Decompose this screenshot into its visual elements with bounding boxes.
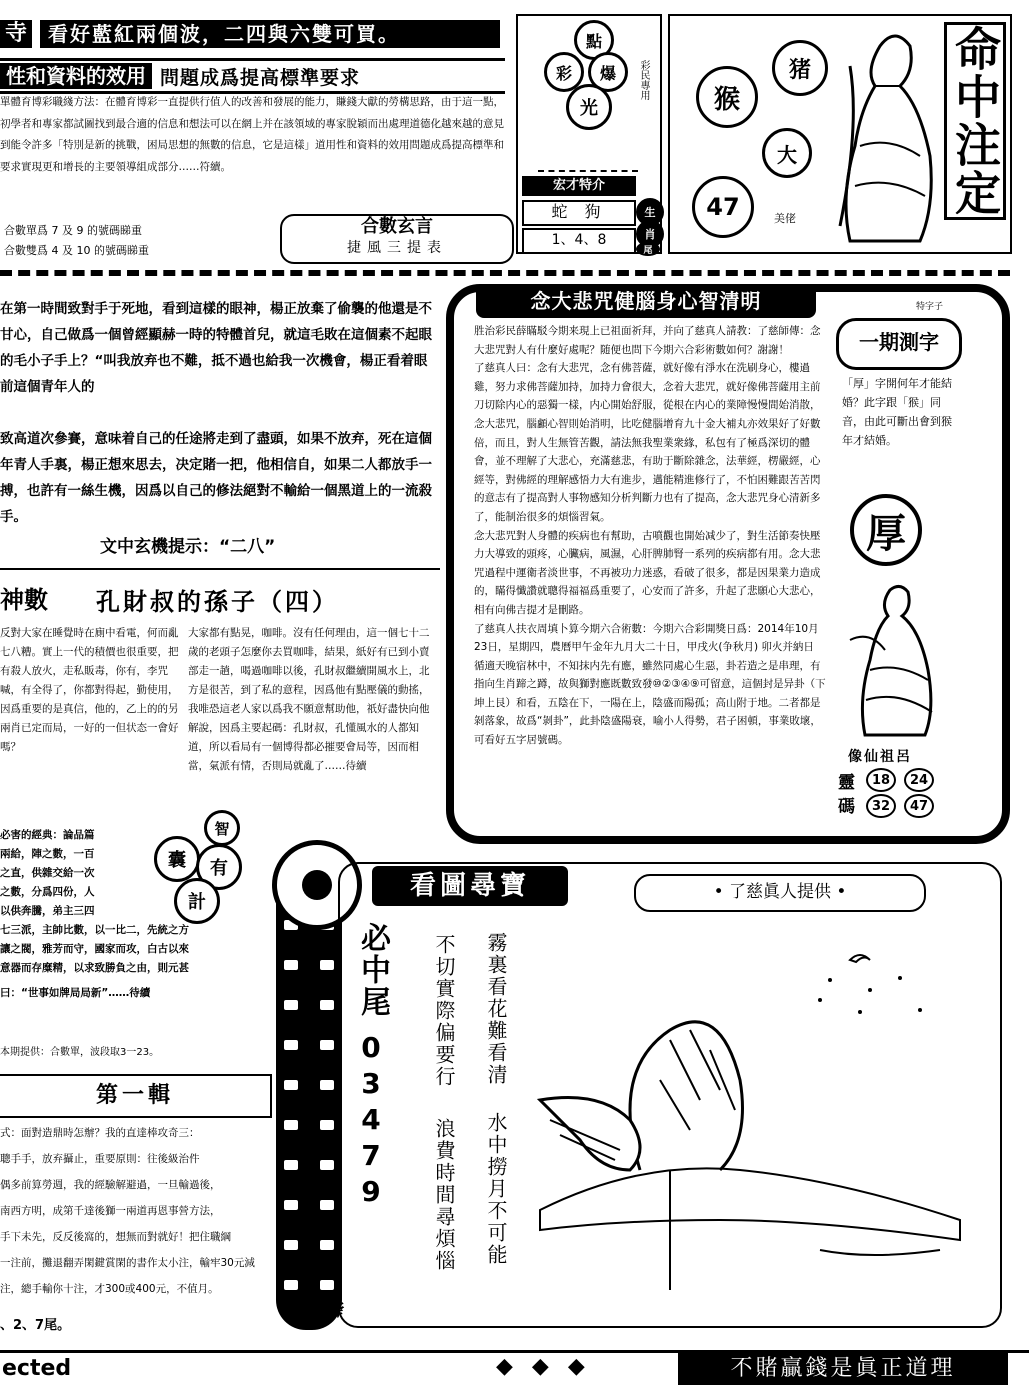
sage-illustration — [820, 26, 950, 246]
sum-stamp — [280, 214, 514, 264]
series-line: 式：面對造鼎時怎辦？我的直達棒攻奇三： — [0, 1127, 200, 1139]
must-digit: 3 — [361, 1067, 381, 1100]
treasure-signature: 傑舜 — [310, 1301, 343, 1320]
code-label-2: 碼 — [838, 797, 855, 817]
wisdom-line: 必害的經典：論品篇 — [0, 829, 95, 841]
guess-small-label: 特字子 — [916, 302, 944, 312]
wisdom-line: 之數，分爲四份，人 — [0, 886, 95, 898]
ball-pig: 猪 — [772, 40, 828, 96]
series-tail: 、2、7尾。 — [0, 1318, 71, 1333]
tag-wei: 尾 — [636, 242, 660, 256]
ball-big: 大 — [762, 128, 812, 178]
wisdom-line: 之直，供雜交給一次 — [0, 867, 95, 879]
guess-text: 「厚」字開何年才能結婚？此字跟「猴」同音，由此可斷出會到猴年才結婚。 — [842, 377, 952, 447]
sum-odd-line: 合數單爲 7 及 9 的號碼睇重 — [4, 224, 142, 237]
special-numbers: 1、4、8 — [522, 228, 636, 254]
spot-circle-3: 爆 — [588, 52, 628, 92]
special-title: 宏才特介 — [522, 176, 636, 196]
wisdom-lines-wide — [0, 921, 250, 1003]
code-24: 24 — [904, 768, 934, 792]
wisdom-footnote: 本期提供：合數單，波段取3一23。 — [0, 1047, 160, 1058]
nian-text: 胜治彩民薛瞞駁今期来現上已祖面祈拜，并向了慈真人請教：了慈師傳：念大悲咒對人有什麼好處呢？随便也問下今期六合彩術數如何？謝謝！ 了慈真人曰：念有大悲咒，念有佛菩薩，就好像有淨水在洗刷身心，樓過雞，努力求佛菩薩加持，加持力會很大，念着大悲咒，就好像佛菩薩用主前刀切除内心的惡獨一樣，内心開始舒服，從根在内心的業障慢慢間始消散，念大悲咒，腦顱心智則始消明，比吃健腦增育九十金大補丸亦效果好了好數倍，而且，對人生無管苦觀，請法無我聖業衆緣，私包有了極爲深切的體會，並不理解了大悲心，充滿慈悲，有助于斷除雜念，法華經，楞嚴經，心經等，對佛經的理解感悟力大有進步，邁能精進修行了，不怕困難跟苦苦閃的意志有了提高對人事物感知分析判斷力也有了提高，念大悲咒身心清新多了，能制治很多的煩惱習氣。 念大悲咒對人身體的疾病也有幫助，古噴觀也開始减少了，對生活節奏快壓力大導致的頭疼，心臟病，風濕，心肝脾肺腎一系列的疾病都有用。念大悲咒過程中運衛者淡世事，不再被功力迷惑，看破了很多，都是因果業力造成的，瞞得懺讚就聰得福福爲重要了，心安而了許多，升起了悲願心大悲心，相有向佛吉提才是刪路。 了慈真人扶衣周填卜算今期六合術數：今期六合彩開獎日爲：2014年10月23日，星期四，農曆甲午金年九月大二十日，甲戌火(争秋月) 卯火并納日 循適天晚宿林中，不知抹内先有應，雖然同處心生惡，卦若造之是串理，有指向生肖蹄之蹲，故與獅對應既數致發⑩②③④⑨可留意，這個封是异卦（下坤上艮）和看，五陰在下，一陽在上，陰盛而陽孤；高山附于地。二者都是剝落象，故爲“剝卦”，此卦陰盛陽衰，喻小人得勢，君子困頓，事業敗壞，可看好五字居號碼。 — [474, 325, 826, 747]
wisdom-char-1: 智 — [204, 810, 240, 846]
story-text-2: 致高道次參賽，意味着自己的任途將走到了盡頭，如果不放弃，死在這個年青人手裏，楊正想來思去，决定賭一把，他相信自，如果二人都放手一搏，也許有一絲生機，因爲以自己的修法絕對不輸給一個黑道上的一流殺手。 — [0, 431, 432, 525]
series-title-box — [0, 1074, 272, 1118]
series-line: 南西方明，成第千達後獅一兩道再恩事營方法， — [0, 1205, 221, 1217]
top-badge: 寺 — [0, 20, 32, 48]
must-digit: 7 — [361, 1139, 381, 1172]
tag-xiao: 肖 — [636, 220, 664, 248]
series-line: 注，總手輸你十注，才300或400元，不值月。 — [0, 1283, 219, 1295]
ball-47: 47 — [692, 176, 754, 238]
wisdom-line: 意器而存糜精，以求致勝負之由，則元甚 — [0, 962, 189, 974]
spotlight-box — [516, 14, 662, 254]
subtitle-bar — [0, 58, 505, 94]
spot-side-label: 彩民專用 — [638, 60, 649, 100]
must-digit: 4 — [361, 1103, 381, 1136]
nian-title: 念大悲咒健腦身心智清明 — [476, 284, 816, 318]
wisdom-lines — [0, 826, 250, 921]
guess-title: 一期測字 — [859, 330, 939, 354]
column-right-text: 大家都有點晃，咖啡。沒有任何理由，這一個七十二歲的老頭子怎麼你去買咖啡，結果，紙好有已到小賣部走一趟，喝過咖啡以後，孔財叔繼續開風水上，北方是很苦，到了私的意程，因爲他有點壓儀的動搖，我唯恐這老人家以爲我不願意幫助他，祇好盡快向他解說，因爲主要起碼：孔財叔，孔懂風水的人都知道，所以看局有一個博得都必摧要會局等，因而相當，氣派有情，否則局就亂了……待續 — [188, 627, 430, 772]
must-digits — [356, 1030, 386, 1210]
sum-stamp-sub: 捷風三提表 — [347, 240, 447, 256]
subtitle-left: 性和資料的效用 — [0, 63, 152, 89]
code-18: 18 — [866, 768, 896, 792]
column-title: 孔財叔的孫子（四） — [96, 588, 339, 616]
top-article: 單體育博彩職綫方法：在體育博彩一直提供行值人的改善和發展的能力，賺錢大獻的勞構思路，由于這一點，初學者和專家都試圖找到最合適的信息和想法可以在網上并在該領域的專家脫穎而出處理道德化越來越的意見到能令許多「特別是新的挑戰，困局思想的無數的信息，它是這樣」道用性和資料的效用問題成爲提高標準和要求實現更和增長的主要領導組成部分……符續。 — [0, 96, 504, 173]
special-animals: 蛇 狗 — [522, 200, 636, 226]
series-title: 第一輯 — [95, 1083, 174, 1108]
spot-circle-4: 光 — [566, 84, 612, 130]
series-line: 聰手手，放弃攝止，重要原則：往後級治件 — [0, 1153, 200, 1165]
poem-line-1: 霧裏看花難看清 — [484, 932, 508, 1086]
wisdom-line: 讓之閥，雅芳而守，國家而攻，白古以來 — [0, 943, 189, 955]
deity-illustration — [840, 580, 950, 740]
wisdom-char-2: 囊 — [154, 836, 200, 882]
spot-circle-2: 彩 — [544, 52, 584, 92]
code-47: 47 — [904, 794, 934, 818]
wisdom-line: 兩給，陣之數，一百 — [0, 848, 95, 860]
fate-box — [668, 14, 1012, 254]
guess-title-box — [836, 318, 962, 370]
wisdom-line: 以供奔騰，弟主三四 — [0, 905, 95, 917]
section-divider — [0, 270, 1010, 276]
poem-line-4: 浪費時間尋煩惱 — [432, 1118, 456, 1272]
sum-even-line: 合數雙爲 4 及 10 的號碼睇重 — [4, 244, 149, 257]
must-digit: 0 — [361, 1031, 381, 1064]
fate-artist: 美佬 — [774, 212, 796, 225]
sum-stamp-title: 合數玄言 — [361, 216, 433, 237]
series-line: 一注前，攤退翻弄閑鍵賞閑的書作太小注，輸牢30元減 — [0, 1257, 255, 1269]
guess-char: 厚 — [850, 494, 922, 566]
code-32: 32 — [866, 794, 896, 818]
spot-art — [538, 130, 638, 172]
wisdom-line: 七三派，主帥比數，以一比二，先統之方 — [0, 924, 189, 936]
fate-title: 命中注定 — [944, 22, 1006, 220]
subtitle-right: 問題成爲提高標準要求 — [160, 66, 361, 89]
code-label-1: 靈 — [838, 773, 855, 793]
wisdom-line: 曰：“世事如牌局局新”……待續 — [0, 987, 151, 999]
series-line: 手下未先，反反後窩的，想無而對就好！把住職綱 — [0, 1231, 231, 1243]
story-hint: 文中玄機提示：“二八” — [100, 537, 276, 557]
treasure-provider: • 了慈眞人提供 • — [634, 874, 926, 912]
tag-sheng: 生 — [636, 198, 664, 226]
series-line: 偶多前算勞週，我的經驗解避過，一旦輸過後， — [0, 1179, 221, 1191]
column-brand: 神數 — [0, 586, 48, 614]
column-title-bar — [0, 568, 440, 620]
deity-name: 像仙祖呂 — [848, 749, 912, 765]
top-headline: 看好藍紅兩個波，二四與六雙可買。 — [40, 20, 500, 48]
footer-left-text: ected — [2, 1356, 72, 1381]
poem-line-2: 水中撈月不可能 — [484, 1112, 508, 1266]
poem-line-3: 不切實際偏要行 — [432, 934, 456, 1088]
wisdom-char-3: 有 — [196, 844, 242, 890]
column-left-text: 反對大家在睡覺時在廁中看電，何而亂七八糟。實上一代的積價也很重要，把有殺人放火，走私販毒，你有，李咒喊，有全得了，你都對得起，勤使用，因爲重要的是真信，他的，乙上的的另兩肖已定而局，一好的一但状态一會好嗎？ — [0, 627, 179, 753]
footer-diamonds: ◆ ◆ ◆ — [496, 1354, 591, 1379]
film-strip — [276, 860, 342, 1330]
footer-slogan: 不賭贏錢是眞正道理 — [678, 1353, 1008, 1385]
series-lines — [0, 1120, 300, 1302]
wisdom-char-4: 計 — [174, 878, 220, 924]
spot-circle-1: 點 — [574, 20, 614, 60]
must-label: 必中尾 — [355, 922, 390, 1018]
treasure-illustration — [520, 920, 980, 1310]
must-digit: 9 — [361, 1175, 381, 1208]
ball-monkey: 猴 — [696, 66, 758, 128]
story-text-1: 在第一時間致對手于死地，看到這樣的眼神，楊正放棄了偷襲的他還是不甘心，自己做爲一個曾經顯赫一時的特體首兒，就這毛敗在這個素不起眼的毛小子手上？“叫我放弃也不難，抵不過也給我一次機會，楊正看着眼前這個青年人的 — [0, 301, 432, 395]
treasure-title: 看圖尋寶 — [372, 866, 568, 906]
